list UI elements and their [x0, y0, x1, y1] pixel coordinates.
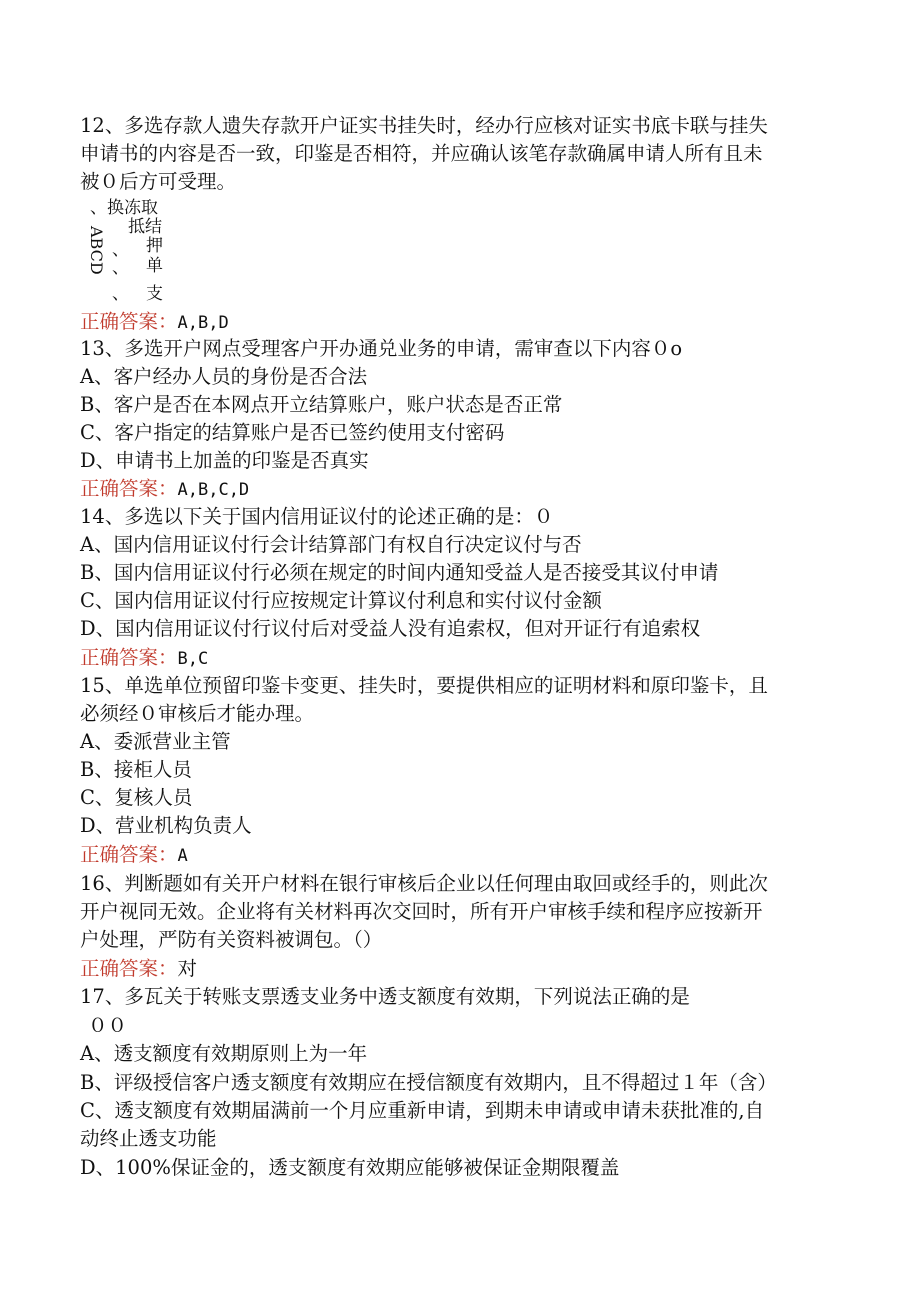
- q15-answer: [80, 842, 188, 869]
- q13-option-d: D、申请书上加盖的印鉴是否真实: [80, 449, 369, 472]
- q12-garbled-row-6: 支: [146, 284, 163, 304]
- q15-answer-value: A: [177, 846, 188, 866]
- q14-option-b: B、国内信用证议付行必须在规定的时间内通知受益人是否接受其议付申请: [80, 561, 719, 584]
- q14-stem: 14、多选以下关于国内信用证议付的论述正确的是：０: [80, 505, 554, 528]
- q13-option-a: A、客户经办人员的身份是否合法: [80, 365, 368, 388]
- q17-line-1: 17、多瓦关于转账支票透支业务中透支额度有效期，下列说法正确的是: [80, 985, 690, 1008]
- q17-option-c: C、透支额度有效期届满前一个月应重新申请，到期未申请或申请未获批准的,自: [80, 1099, 765, 1122]
- q13-answer-label: 正确答案：: [80, 477, 178, 500]
- q13-option-c: C、客户指定的结算账户是否已签约使用支付密码: [80, 421, 505, 444]
- q12-garbled-row-5: 、: [112, 284, 129, 304]
- q14-answer-label: 正确答案：: [80, 646, 178, 669]
- q17-option-d: D、100%保证金的，透支额度有效期应能够被保证金期限覆盖: [80, 1156, 620, 1179]
- q14-option-c: C、国内信用证议付行应按规定计算议付利息和实付议付金额: [80, 589, 602, 612]
- q16-line-3: 户处理，严防有关资料被调包。（）: [80, 928, 383, 951]
- q14-option-a: A、国内信用证议付行会计结算部门有权自行决定议付与否: [80, 533, 582, 556]
- q15-answer-label: 正确答案：: [80, 843, 178, 866]
- q17-option-a: A、透支额度有效期原则上为一年: [80, 1042, 368, 1065]
- q12-line-2: 申请书的内容是否一致，印鉴是否相符，并应确认该笔存款确属申请人所有且未: [80, 142, 763, 165]
- q12-garbled-row-1: 、换冻取: [90, 198, 158, 218]
- q16-line-2: 开户视同无效。企业将有关材料再次交回时，所有开户审核手续和程序应按新开: [80, 900, 763, 923]
- q12-garbled-mark-2: 、: [112, 258, 129, 278]
- q12-line-3: 被０后方可受理。: [80, 170, 237, 193]
- q17-line-2: ００: [88, 1014, 128, 1037]
- q14-answer-value: B,C: [177, 649, 209, 669]
- q12-answer-value: A,B,D: [177, 313, 229, 333]
- q17-option-b: B、评级授信客户透支额度有效期应在授信额度有效期内，且不得超过１年（含）: [80, 1071, 777, 1094]
- q15-option-a: A、委派营业主管: [80, 730, 231, 753]
- q14-option-d: D、国内信用证议付行议付后对受益人没有追索权，但对开证行有追索权: [80, 617, 701, 640]
- q12-answer: [80, 309, 229, 336]
- q15-option-b: B、接柜人员: [80, 758, 192, 781]
- q13-stem: 13、多选开户网点受理客户开办通兑业务的申请，需审查以下内容０o: [80, 337, 683, 360]
- q16-answer-label: 正确答案：: [80, 957, 178, 980]
- q15-line-1: 15、单选单位预留印鉴卡变更、挂失时，要提供相应的证明材料和原印鉴卡，且: [80, 674, 768, 697]
- q12-garbled-row-4: 单: [146, 256, 163, 276]
- q12-garbled-row-2: 抵结: [128, 217, 162, 237]
- q16-answer: [80, 956, 197, 982]
- q13-answer: [80, 476, 249, 503]
- q12-garbled-row-3: 押: [146, 236, 163, 256]
- q15-option-d: D、营业机构负责人: [80, 814, 252, 837]
- q16-answer-value: 对: [177, 957, 198, 980]
- q12-answer-label: 正确答案：: [80, 310, 178, 333]
- q13-answer-value: A,B,C,D: [177, 480, 250, 500]
- q14-answer: [80, 645, 208, 672]
- q12-line-1: 12、多选存款人遗失存款开户证实书挂失时，经办行应核对证实书底卡联与挂失: [80, 114, 768, 137]
- q15-option-c: C、复核人员: [80, 786, 193, 809]
- q16-line-1: 16、判断题如有关开户材料在银行审核后企业以任何理由取回或经手的，则此次: [80, 872, 768, 895]
- q15-line-2: 必须经０审核后才能办理。: [80, 702, 315, 725]
- q12-vertical-label: ABCD: [87, 226, 106, 275]
- q12-garbled-mark-1: 、: [112, 240, 129, 260]
- q13-option-b: B、客户是否在本网点开立结算账户，账户状态是否正常: [80, 393, 563, 416]
- q17-option-c-continued: 动终止透支功能: [80, 1127, 217, 1150]
